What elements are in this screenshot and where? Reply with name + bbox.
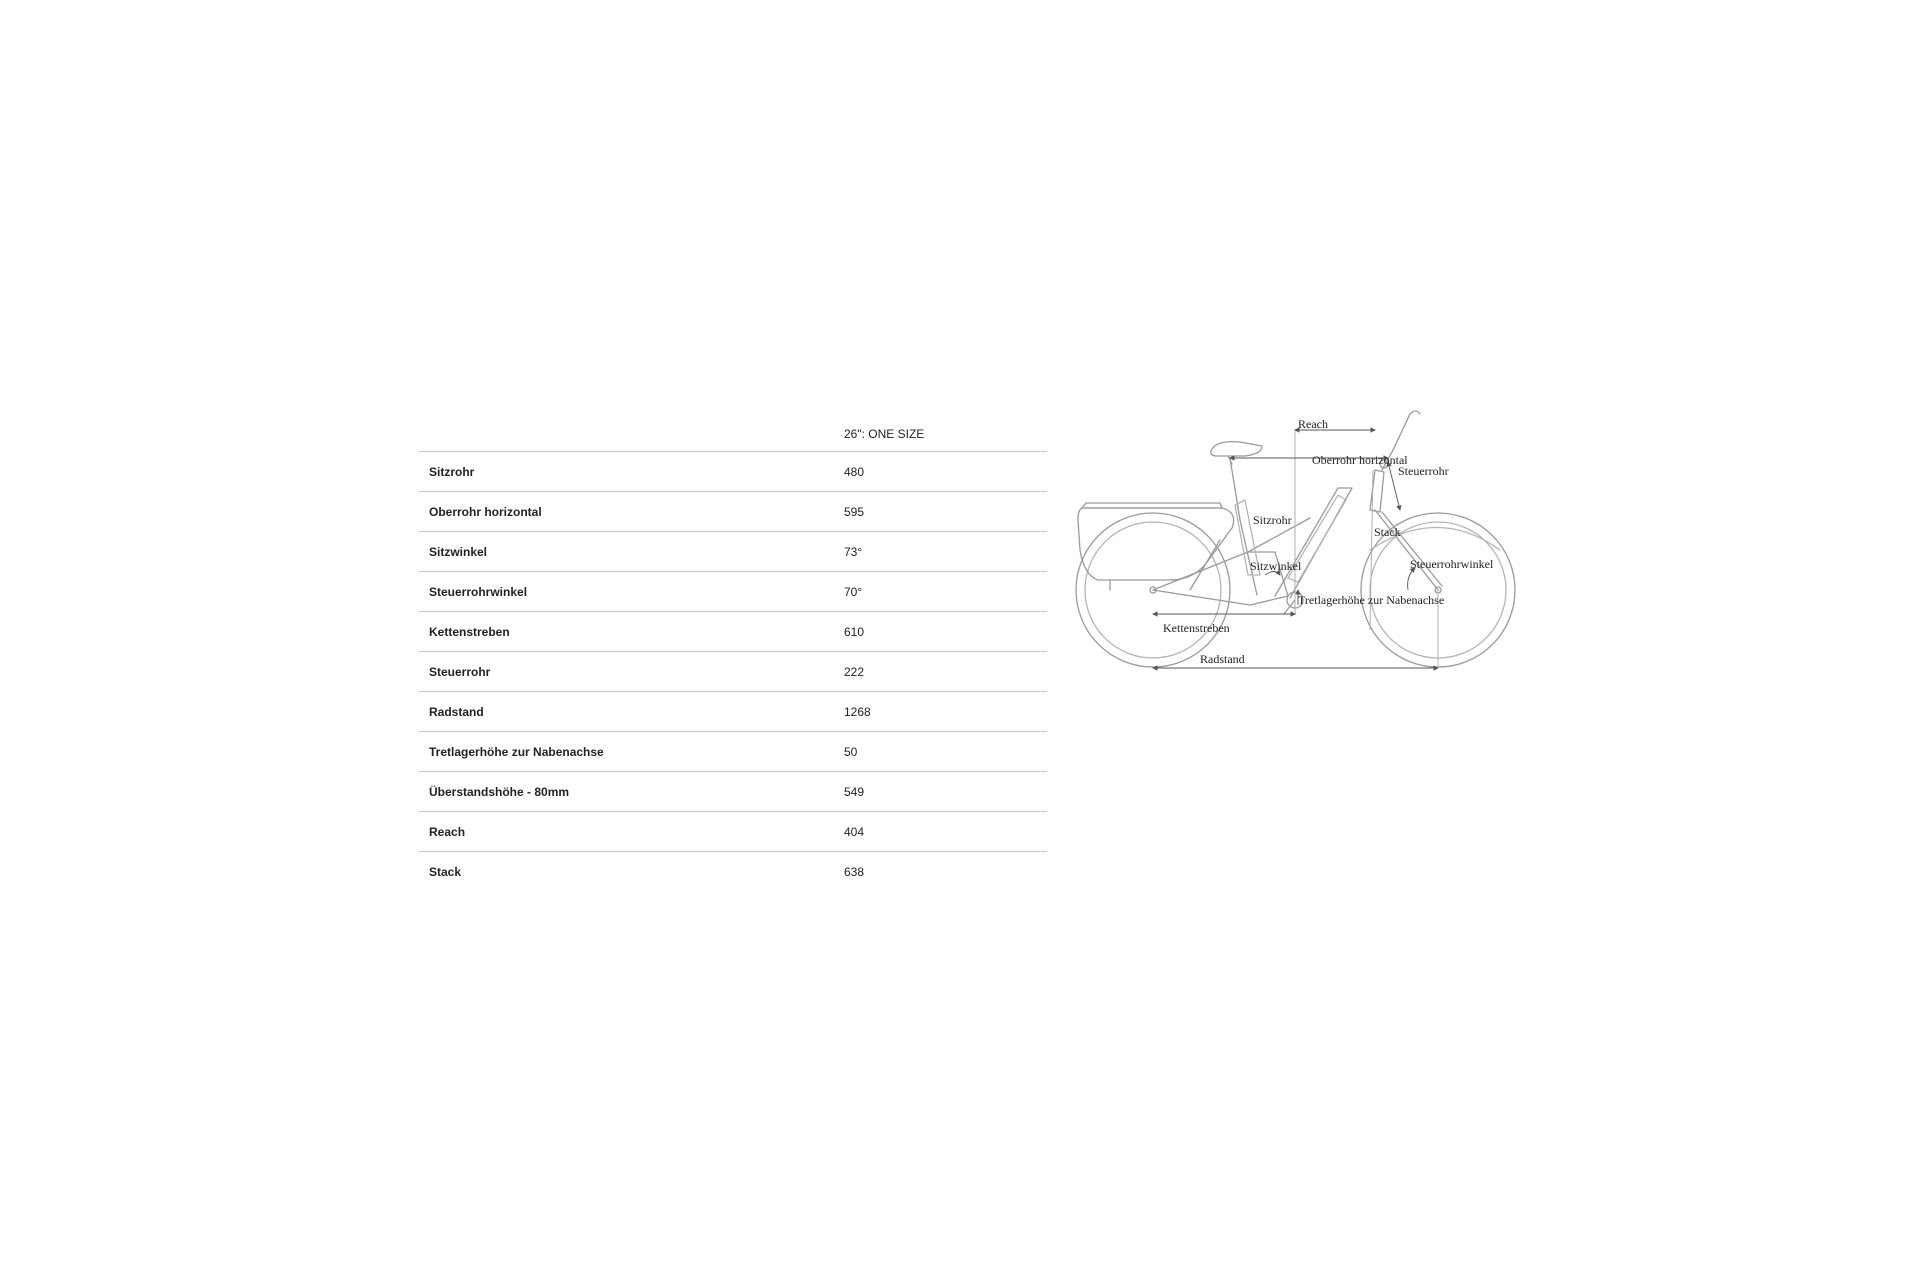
geometry-table <box>419 416 1047 891</box>
row-label: Radstand <box>419 692 844 732</box>
table-row <box>419 692 1047 732</box>
table-row <box>419 452 1047 492</box>
table-row <box>419 492 1047 532</box>
table-row <box>419 732 1047 772</box>
header-empty-cell <box>419 416 844 452</box>
label-tretlager: Tretlagerhöhe zur Nabenachse <box>1298 593 1445 607</box>
row-value: 50 <box>844 732 1047 772</box>
table-row <box>419 812 1047 852</box>
label-steuerrohrwinkel: Steuerrohrwinkel <box>1410 557 1494 571</box>
row-label: Reach <box>419 812 844 852</box>
row-value: 595 <box>844 492 1047 532</box>
label-steuerrohr: Steuerrohr <box>1398 464 1449 478</box>
row-value: 1268 <box>844 692 1047 732</box>
row-value: 549 <box>844 772 1047 812</box>
row-value: 404 <box>844 812 1047 852</box>
bike-geometry-diagram <box>1070 400 1530 690</box>
row-label: Steuerrohrwinkel <box>419 572 844 612</box>
table-row <box>419 652 1047 692</box>
label-oberrohr: Oberrohr horizontal <box>1312 453 1408 467</box>
label-reach: Reach <box>1298 417 1328 431</box>
down-tube <box>1275 488 1352 598</box>
table-row <box>419 852 1047 892</box>
saddle <box>1211 442 1262 456</box>
row-value: 70° <box>844 572 1047 612</box>
row-label: Steuerrohr <box>419 652 844 692</box>
cargo-bag <box>1078 508 1234 580</box>
chainstay <box>1153 590 1250 605</box>
table-row <box>419 532 1047 572</box>
row-value: 610 <box>844 612 1047 652</box>
label-kettenstreben: Kettenstreben <box>1163 621 1230 635</box>
table-row <box>419 572 1047 612</box>
size-header: 26": ONE SIZE <box>844 416 1047 452</box>
label-sitzrohr: Sitzrohr <box>1253 513 1292 527</box>
table-row <box>419 612 1047 652</box>
label-radstand: Radstand <box>1200 652 1245 666</box>
row-label: Tretlagerhöhe zur Nabenachse <box>419 732 844 772</box>
row-value: 480 <box>844 452 1047 492</box>
bike-drawing <box>1076 411 1515 667</box>
label-sitzwinkel: Sitzwinkel <box>1250 559 1302 573</box>
table-row <box>419 772 1047 812</box>
row-value: 73° <box>844 532 1047 572</box>
row-label: Stack <box>429 864 462 879</box>
row-label: Sitzwinkel <box>419 532 844 572</box>
row-value: 638 <box>844 864 865 879</box>
label-stack: Stack <box>1374 525 1401 539</box>
row-label: Oberrohr horizontal <box>419 492 844 532</box>
row-label: Kettenstreben <box>419 612 844 652</box>
row-label: Sitzrohr <box>419 452 844 492</box>
table-header-row <box>419 416 1047 452</box>
row-label: Überstandshöhe - 80mm <box>419 772 844 812</box>
row-value: 222 <box>844 652 1047 692</box>
